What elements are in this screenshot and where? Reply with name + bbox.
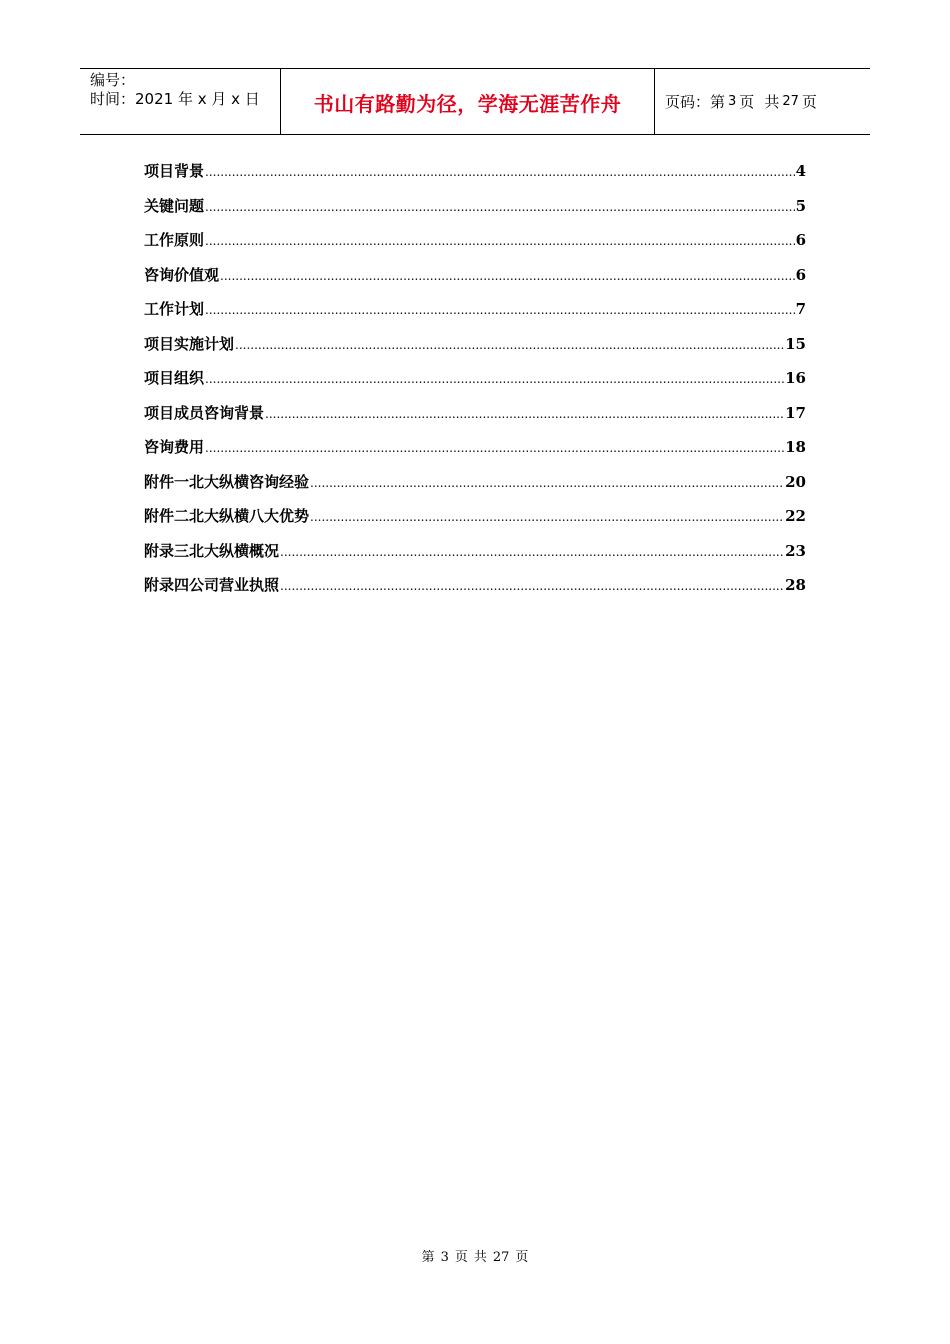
- toc-leader-dots: [205, 192, 795, 222]
- footer-page-number: 3: [440, 1250, 449, 1265]
- toc-entry-page: 23: [785, 541, 806, 560]
- toc-entry-page: 6: [795, 265, 806, 284]
- toc-leader-dots: [280, 571, 784, 601]
- toc-entry[interactable]: [144, 191, 806, 226]
- toc-entry-page: 22: [785, 507, 806, 525]
- page-footer: [0, 1246, 950, 1265]
- toc-leader-dots: [235, 330, 784, 360]
- toc-entry-page: 18: [785, 438, 806, 456]
- toc-entry[interactable]: [144, 536, 806, 571]
- toc-entry-page: 28: [785, 576, 806, 594]
- toc-entry-title: 工作原则: [144, 231, 205, 249]
- toc-leader-dots: [205, 157, 795, 187]
- toc-entry-title: 项目背景: [144, 162, 205, 180]
- toc-entry-title: 项目成员咨询背景: [144, 403, 265, 422]
- toc-entry[interactable]: [144, 363, 806, 398]
- toc-leader-dots: [205, 364, 784, 394]
- toc-leader-dots: [205, 226, 795, 256]
- toc-entry-title: 关键问题: [144, 196, 205, 215]
- total-pages: 27: [782, 94, 799, 109]
- toc-entry[interactable]: [144, 398, 806, 433]
- toc-entry-page: 5: [795, 196, 806, 215]
- toc-leader-dots: [205, 295, 795, 325]
- toc-entry-title: 工作计划: [144, 300, 205, 318]
- total-unit: 页: [801, 93, 817, 111]
- toc-leader-dots: [310, 502, 784, 532]
- toc-entry[interactable]: [144, 156, 806, 191]
- toc-entry-title: 项目组织: [144, 369, 205, 387]
- toc-entry-title: 项目实施计划: [144, 334, 235, 353]
- header-page-cell: [655, 69, 870, 134]
- toc-entry-title: 附件一北大纵横咨询经验: [144, 472, 310, 491]
- toc-entry[interactable]: [144, 294, 806, 329]
- footer-prefix: 第: [421, 1250, 435, 1265]
- time-label: 时间：: [90, 90, 136, 108]
- toc-leader-dots: [265, 399, 784, 429]
- toc-entry-page: 20: [785, 472, 806, 491]
- toc-entry-page: 4: [795, 162, 806, 180]
- toc-entry-page: 17: [785, 403, 806, 422]
- footer-total-prefix: 共: [473, 1250, 487, 1265]
- toc-entry-title: 附录三北大纵横概况: [144, 541, 280, 560]
- toc-leader-dots: [310, 468, 784, 498]
- page-header: [80, 68, 870, 135]
- toc-leader-dots: [280, 537, 784, 567]
- toc-entry-page: 15: [785, 334, 806, 353]
- motto-text: 书山有路勤为径，学海无涯苦作舟: [313, 92, 622, 116]
- toc-entry[interactable]: [144, 467, 806, 502]
- toc-entry[interactable]: [144, 501, 806, 536]
- toc-entry[interactable]: [144, 225, 806, 260]
- footer-total-unit: 页: [515, 1250, 529, 1265]
- page-label: 页码：第: [665, 93, 726, 111]
- toc-entry[interactable]: [144, 432, 806, 467]
- page-number: 3: [728, 94, 737, 109]
- page-unit: 页: [739, 93, 755, 111]
- total-label: 共: [764, 93, 780, 111]
- toc-leader-dots: [220, 261, 795, 291]
- toc-entry-page: 7: [795, 300, 806, 318]
- header-motto-cell: [281, 69, 655, 134]
- date-line: [90, 90, 280, 109]
- toc-entry-title: 附录四公司营业执照: [144, 576, 280, 594]
- table-of-contents: [144, 156, 806, 605]
- date-text: 2021 年 x 月 x 日: [135, 90, 260, 108]
- toc-entry[interactable]: [144, 260, 806, 295]
- toc-entry-page: 16: [785, 369, 806, 387]
- toc-leader-dots: [205, 433, 784, 463]
- footer-total-pages: 27: [492, 1250, 510, 1265]
- toc-entry-page: 6: [795, 231, 806, 249]
- toc-entry[interactable]: [144, 570, 806, 605]
- toc-entry-title: 咨询价值观: [144, 265, 220, 284]
- number-label: 编号：: [90, 71, 136, 89]
- toc-entry-title: 附件二北大纵横八大优势: [144, 507, 310, 525]
- header-meta-cell: [80, 69, 281, 134]
- footer-page-unit: 页: [454, 1250, 468, 1265]
- toc-entry-title: 咨询费用: [144, 438, 205, 456]
- toc-entry[interactable]: [144, 329, 806, 364]
